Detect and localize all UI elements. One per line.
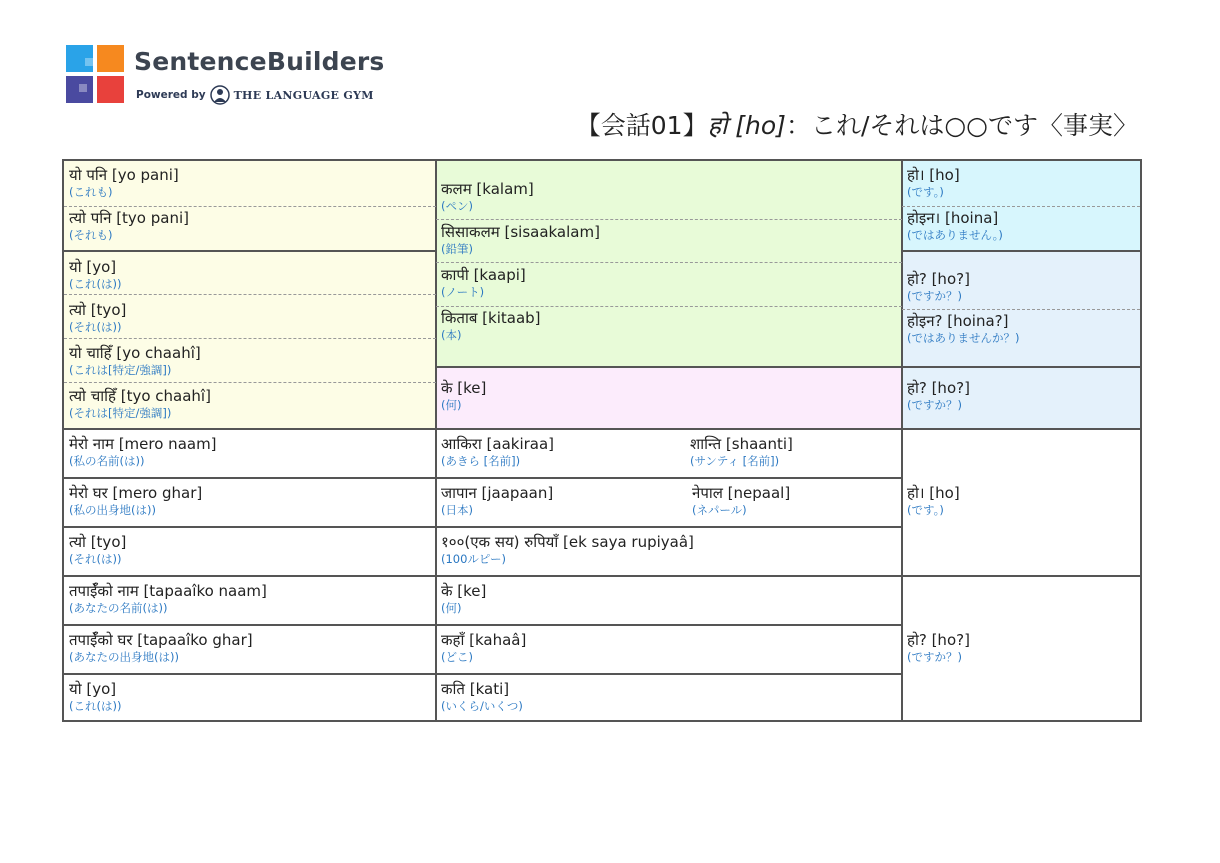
nepali-text: कति [kati] bbox=[441, 680, 510, 698]
japanese-text: (ではありません。) bbox=[907, 228, 1003, 242]
col1-item bbox=[69, 258, 121, 292]
dashed-divider bbox=[64, 338, 436, 339]
col3-item bbox=[907, 209, 1003, 243]
dashed-divider bbox=[64, 206, 436, 207]
divider bbox=[64, 526, 902, 528]
nepali-text: १००(एक सय) रुपियाँ [ek saya rupiyaâ] bbox=[441, 533, 694, 551]
title-word: हो [ho] bbox=[707, 111, 786, 140]
nepali-text: हो। [ho] bbox=[907, 166, 960, 184]
col3-item bbox=[907, 166, 960, 200]
nepali-text: नेपाल [nepaal] bbox=[692, 484, 791, 502]
divider bbox=[436, 366, 1140, 368]
nepali-text: जापान [jaapaan] bbox=[441, 484, 554, 502]
powered-by bbox=[136, 85, 374, 105]
col2-item bbox=[441, 680, 523, 714]
nepali-text: तपाईँको घर [tapaaîko ghar] bbox=[69, 631, 253, 649]
japanese-text: (ですか？) bbox=[907, 398, 962, 412]
col1-item bbox=[69, 301, 126, 335]
col2-item bbox=[692, 484, 790, 518]
nepali-text: सिसाकलम [sisaakalam] bbox=[441, 223, 600, 241]
japanese-text: (これは[特定/強調]) bbox=[69, 363, 172, 377]
col2-item bbox=[441, 223, 600, 257]
japanese-text: (これも) bbox=[69, 185, 113, 199]
col1-item bbox=[69, 166, 179, 200]
title-prefix: 【会話01】 bbox=[575, 111, 708, 140]
col2-item bbox=[441, 309, 541, 343]
nepali-text: त्यो [tyo] bbox=[69, 533, 127, 551]
dashed-divider bbox=[436, 262, 902, 263]
divider bbox=[435, 161, 437, 720]
brand-name: SentenceBuilders bbox=[134, 47, 385, 76]
nepali-text: हो? [ho?] bbox=[907, 270, 970, 288]
col1-item bbox=[69, 387, 211, 421]
col1-item bbox=[69, 582, 267, 616]
nepali-text: होइन। [hoina] bbox=[907, 209, 999, 227]
nepali-text: शान्ति [shaanti] bbox=[690, 435, 793, 453]
nepali-text: हो? [ho?] bbox=[907, 379, 970, 397]
divider bbox=[64, 477, 902, 479]
japanese-text: (鉛筆) bbox=[441, 242, 473, 256]
nepali-text: कापी [kaapi] bbox=[441, 266, 526, 284]
nepali-text: होइन? [hoina?] bbox=[907, 312, 1009, 330]
col2-ke-bg bbox=[436, 367, 902, 429]
divider bbox=[902, 250, 1140, 252]
col2-item bbox=[441, 180, 534, 214]
sentence-builder-table bbox=[62, 159, 1142, 722]
nepali-text: हो? [ho?] bbox=[907, 631, 970, 649]
nepali-text: मेरो घर [mero ghar] bbox=[69, 484, 203, 502]
japanese-text: (サンティ [名前]) bbox=[690, 454, 780, 468]
language-gym-icon bbox=[210, 85, 230, 105]
dashed-divider bbox=[902, 309, 1140, 310]
col1-item bbox=[69, 435, 217, 469]
dashed-divider bbox=[436, 306, 902, 307]
japanese-text: (これ(は)) bbox=[69, 699, 122, 713]
col1-item bbox=[69, 209, 189, 243]
divider bbox=[901, 161, 903, 720]
nepali-text: यो पनि [yo pani] bbox=[69, 166, 179, 184]
nepali-text: कहाँ [kahaâ] bbox=[441, 631, 527, 649]
japanese-text: (それ(は)) bbox=[69, 320, 122, 334]
dashed-divider bbox=[902, 206, 1140, 207]
nepali-text: यो चाहिँ [yo chaahî] bbox=[69, 344, 201, 362]
japanese-text: (ですか？) bbox=[907, 289, 962, 303]
partner-name: THE LANGUAGE GYM bbox=[233, 88, 374, 102]
japanese-text: (私の名前(は)) bbox=[69, 454, 145, 468]
japanese-text: (ペン) bbox=[441, 199, 473, 213]
nepali-text: तपाईँको नाम [tapaaîko naam] bbox=[69, 582, 267, 600]
col1-item bbox=[69, 533, 126, 567]
japanese-text: (ネパール) bbox=[692, 503, 747, 517]
nepali-text: त्यो [tyo] bbox=[69, 301, 127, 319]
col2-item bbox=[441, 631, 526, 665]
nepali-text: यो [yo] bbox=[69, 258, 117, 276]
japanese-text: (それも) bbox=[69, 228, 113, 242]
nepali-text: के [ke] bbox=[441, 379, 487, 397]
powered-by-label: Powered by bbox=[136, 89, 206, 101]
nepali-text: हो। [ho] bbox=[907, 484, 960, 502]
divider bbox=[64, 250, 436, 252]
nepali-text: मेरो नाम [mero naam] bbox=[69, 435, 217, 453]
col3-item bbox=[907, 484, 960, 518]
japanese-text: (あなたの出身地(は)) bbox=[69, 650, 179, 664]
japanese-text: (あきら [名前]) bbox=[441, 454, 521, 468]
japanese-text: (です。) bbox=[907, 503, 944, 517]
japanese-text: (です。) bbox=[907, 185, 944, 199]
nepali-text: किताब [kitaab] bbox=[441, 309, 541, 327]
japanese-text: (100ルピー) bbox=[441, 552, 506, 566]
japanese-text: (どこ) bbox=[441, 650, 473, 664]
japanese-text: (何) bbox=[441, 601, 462, 615]
nepali-text: आकिरा [aakiraa] bbox=[441, 435, 555, 453]
col2-item bbox=[441, 266, 526, 300]
logo bbox=[66, 45, 386, 107]
col1-item bbox=[69, 680, 121, 714]
japanese-text: (ですか？) bbox=[907, 650, 962, 664]
nepali-text: त्यो पनि [tyo pani] bbox=[69, 209, 189, 227]
col1-item bbox=[69, 344, 201, 378]
divider bbox=[64, 673, 902, 675]
japanese-text: (日本) bbox=[441, 503, 473, 517]
col2-item bbox=[441, 435, 554, 469]
col3-item bbox=[907, 270, 970, 304]
japanese-text: (それは[特定/強調]) bbox=[69, 406, 172, 420]
japanese-text: (これ(は)) bbox=[69, 277, 122, 291]
japanese-text: (ノート) bbox=[441, 285, 485, 299]
japanese-text: (いくら/いくつ) bbox=[441, 699, 523, 713]
divider bbox=[64, 624, 902, 626]
japanese-text: (本) bbox=[441, 328, 462, 342]
col1-item bbox=[69, 631, 253, 665]
col3-item bbox=[907, 379, 970, 413]
col2-item bbox=[441, 484, 553, 518]
dashed-divider bbox=[436, 219, 902, 220]
divider bbox=[64, 575, 1140, 577]
japanese-text: (それ(は)) bbox=[69, 552, 122, 566]
col1-item bbox=[69, 484, 202, 518]
divider bbox=[64, 428, 1140, 430]
title-suffix: ：これ/それは○○です〈事実〉 bbox=[785, 111, 1138, 140]
nepali-text: यो [yo] bbox=[69, 680, 117, 698]
col2-item bbox=[441, 582, 486, 616]
col2-item bbox=[441, 533, 694, 567]
japanese-text: (何) bbox=[441, 398, 462, 412]
japanese-text: (私の出身地(は)) bbox=[69, 503, 156, 517]
dashed-divider bbox=[64, 294, 436, 295]
dashed-divider bbox=[64, 382, 436, 383]
col2-item bbox=[690, 435, 793, 469]
japanese-text: (ではありませんか？) bbox=[907, 331, 1020, 345]
japanese-text: (あなたの名前(は)) bbox=[69, 601, 168, 615]
nepali-text: कलम [kalam] bbox=[441, 180, 534, 198]
nepali-text: के [ke] bbox=[441, 582, 487, 600]
col2-item bbox=[441, 379, 486, 413]
col3-item bbox=[907, 312, 1019, 346]
nepali-text: त्यो चाहिँ [tyo chaahî] bbox=[69, 387, 211, 405]
logo-squares-icon bbox=[66, 45, 126, 105]
page-title bbox=[576, 106, 1138, 142]
col3-item bbox=[907, 631, 970, 665]
